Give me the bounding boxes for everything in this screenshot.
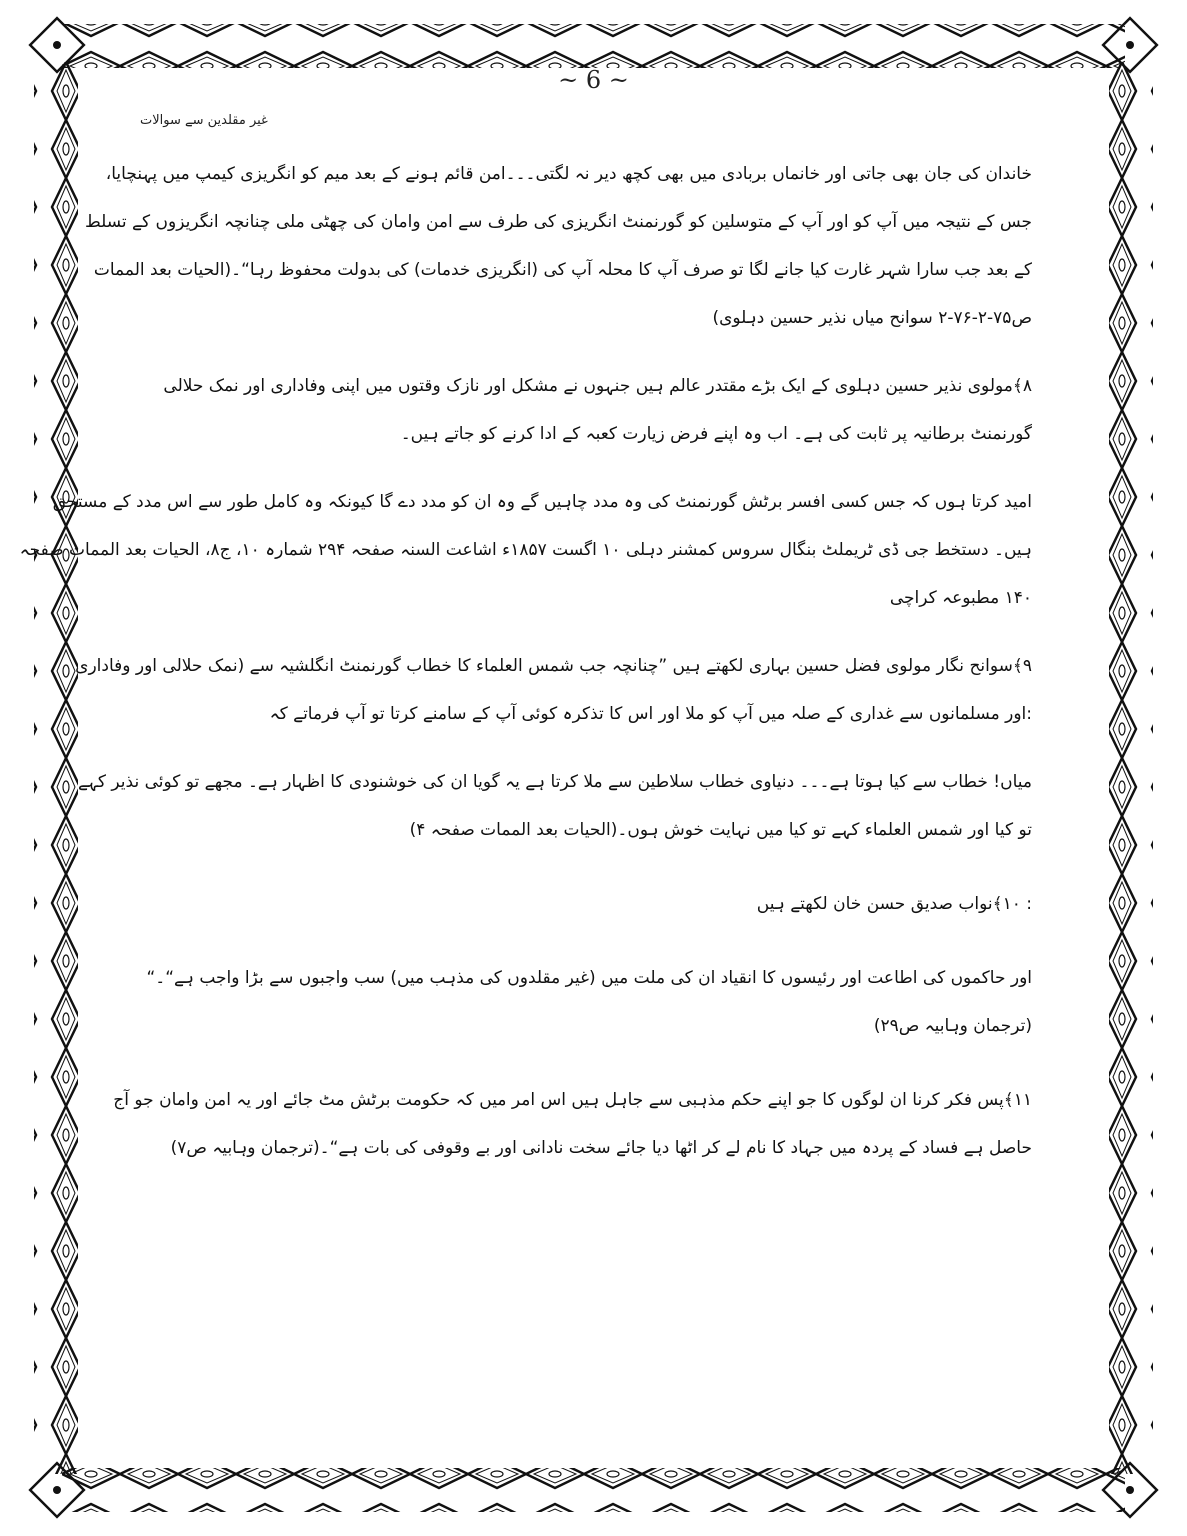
text-line: خاندان کی جان بھی جاتی اور خانماں بربادی میں بھی کچھ دیر نہ لگتی۔۔۔امن قائم ہونے کے بعد میم کو انگریزی کیمپ میں پہنچایا،	[105, 164, 1032, 184]
text-line: حاصل ہے فساد کے پردہ میں جہاد کا نام لے کر اٹھا دیا جائے سخت نادانی اور بے وقوفی کی بات ہے“۔(ترجمان وہابیہ ص۷)	[170, 1138, 1032, 1158]
text-line: ۱۱﴾پس فکر کرنا ان لوگوں کا جو اپنے حکم مذہبی سے جاہل ہیں اس امر میں کہ حکومت برٹش مٹ جائے اور یہ امن وامان جو آج	[113, 1090, 1032, 1110]
text-line: گورنمنٹ برطانیہ پر ثابت کی ہے۔ اب وہ اپنے فرض زیارت کعبہ کے ادا کرنے کو جاتے ہیں۔	[400, 424, 1032, 444]
paragraph-8	[113, 1076, 1032, 1172]
text-line: اور حاکموں کی اطاعت اور رئیسوں کا انقیاد ان کی ملت میں (غیر مقلدوں کی مذہب میں) سب واجبوں سے بڑا واجب ہے“۔“	[146, 968, 1032, 988]
page-number: ~ 6 ~	[558, 66, 629, 94]
paragraph-4	[75, 642, 1032, 738]
running-header: غیر مقلدین سے سوالات	[140, 113, 268, 128]
text-line: ہیں۔ دستخط جی ڈی ٹریملٹ بنگال سروس کمشنر دہلی ۱۰ اگست ۱۸۵۷ء اشاعت السنہ صفحہ ۲۹۴ شمارہ ۱۰، ج۸، الحیات بعد الممات صفحہ	[19, 540, 1032, 560]
paragraph-6	[142, 880, 1032, 928]
text-line: امید کرتا ہوں کہ جس کسی افسر برٹش گورنمنٹ کی وہ مدد چاہیں گے وہ ان کو مدد دے گا کیونکہ وہ کامل طور سے اس مدد کے مستحق	[52, 492, 1032, 512]
paragraph-1	[84, 150, 1032, 342]
text-line: (ترجمان وہابیہ ص۲۹)	[873, 1016, 1032, 1036]
text-line: ۹﴾سوانح نگار مولوی فضل حسین بہاری لکھتے ہیں ”چنانچہ جب شمس العلماء کا خطاب گورنمنٹ انگلشیہ سے (نمک حلالی اور وفاداری	[75, 656, 1032, 676]
page-body	[19, 150, 1032, 1172]
text-line: کے بعد جب سارا شہر غارت کیا جانے لگا تو صرف آپ کا محلہ آپ کی (انگریزی خدمات) کی بدولت محفوظ رہا“۔(الحیات بعد الممات	[93, 260, 1032, 280]
text-line: تو کیا اور شمس العلماء کہے تو کیا میں نہایت خوش ہوں۔(الحیات بعد الممات صفحہ ۴)	[409, 820, 1032, 840]
text-line: ۸﴾مولوی نذیر حسین دہلوی کے ایک بڑے مقتدر عالم ہیں جنہوں نے مشکل اور نازک وقتوں میں اپنی وفاداری اور نمک حلالی	[163, 376, 1032, 396]
text-line: ۱۴۰ مطبوعہ کراچی	[889, 588, 1032, 608]
text-line: ص۷۵-۲-۷۶-۲ سوانح میاں نذیر حسین دہلوی)	[712, 308, 1032, 328]
paragraph-7	[142, 954, 1032, 1050]
text-line: : ۱۰﴾نواب صدیق حسن خان لکھتے ہیں	[756, 894, 1032, 914]
paragraph-2	[142, 362, 1032, 458]
text-line: :اور مسلمانوں سے غداری کے صلہ میں آپ کو ملا اور اس کا تذکرہ کوئی آپ کے سامنے کرتا تو آپ فرماتے کہ	[269, 704, 1032, 724]
paragraph-5	[77, 758, 1032, 854]
paragraph-3	[19, 478, 1032, 622]
text-line: جس کے نتیجہ میں آپ کو اور آپ کے متوسلین کو گورنمنٹ انگریزی کی طرف سے امن وامان کی چھٹی ملی چنانچہ انگریزوں کے تسلط	[84, 212, 1032, 232]
text-line: میاں! خطاب سے کیا ہوتا ہے۔۔۔ دنیاوی خطاب سلاطین سے ملا کرتا ہے یہ گویا ان کی خوشنودی کا اظہار ہے۔ مجھے تو کوئی نذیر کہے	[77, 772, 1032, 792]
